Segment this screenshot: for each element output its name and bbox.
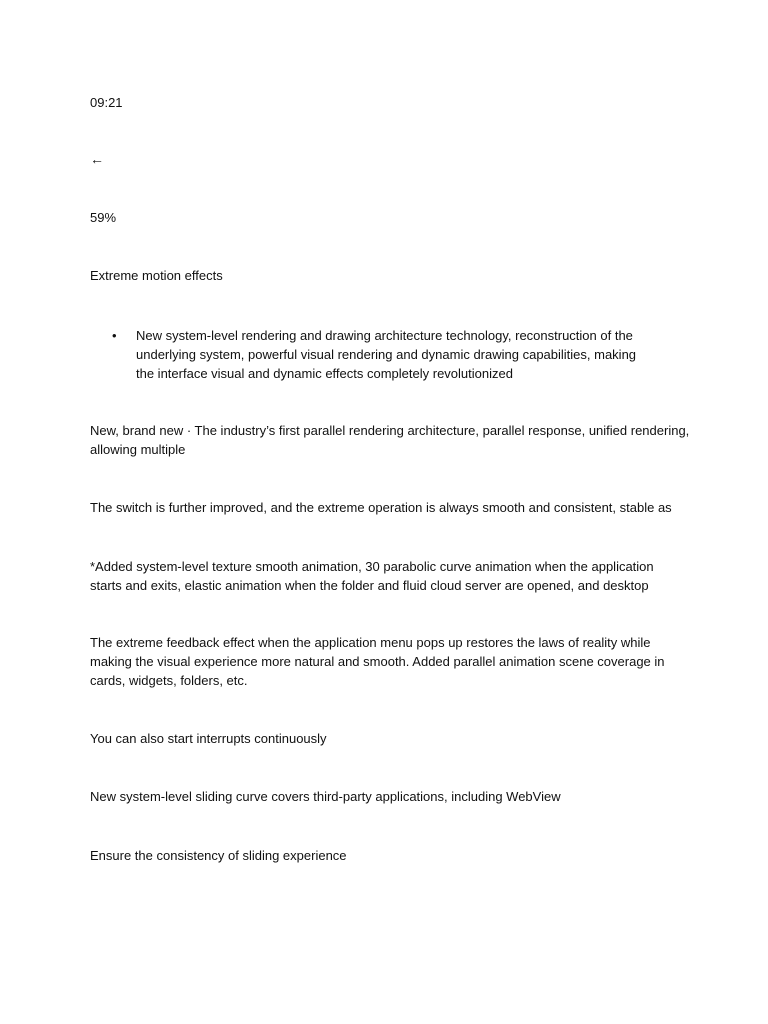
paragraph-4: The extreme feedback effect when the application menu pops up restores the laws of reality while making the visual experience more natural and smooth. Added parallel animation scene coverage in cards, widgets, folders, etc.	[90, 635, 665, 688]
back-arrow-icon[interactable]: ←	[90, 151, 104, 167]
battery-percentage: 59%	[90, 210, 117, 225]
bullet-text: New system-level rendering and drawing architecture technology, reconstruction of the underlying system, powerful visual rendering and dynamic drawing capabilities, making the interface visual and dynamic effects completely revolutionized	[136, 328, 637, 381]
paragraph-3: *Added system-level texture smooth animation, 30 parabolic curve animation when the application starts and exits, elastic animation when the folder and fluid cloud server are opened, and desktop	[90, 559, 654, 593]
status-time: 09:21	[90, 95, 123, 110]
paragraph-2: The switch is further improved, and the extreme operation is always smooth and consistent, stable as	[90, 500, 672, 515]
paragraph-1: New, brand new · The industry’s first parallel rendering architecture, parallel response, unified rendering, allowing multiple	[90, 423, 690, 457]
section-heading: Extreme motion effects	[90, 268, 223, 283]
paragraph-5: You can also start interrupts continuously	[90, 731, 327, 746]
bullet-list-item	[112, 326, 652, 383]
paragraph-7: Ensure the consistency of sliding experience	[90, 848, 347, 863]
paragraph-6: New system-level sliding curve covers third-party applications, including WebView	[90, 789, 561, 804]
bullet-dot-icon: •	[112, 328, 117, 343]
